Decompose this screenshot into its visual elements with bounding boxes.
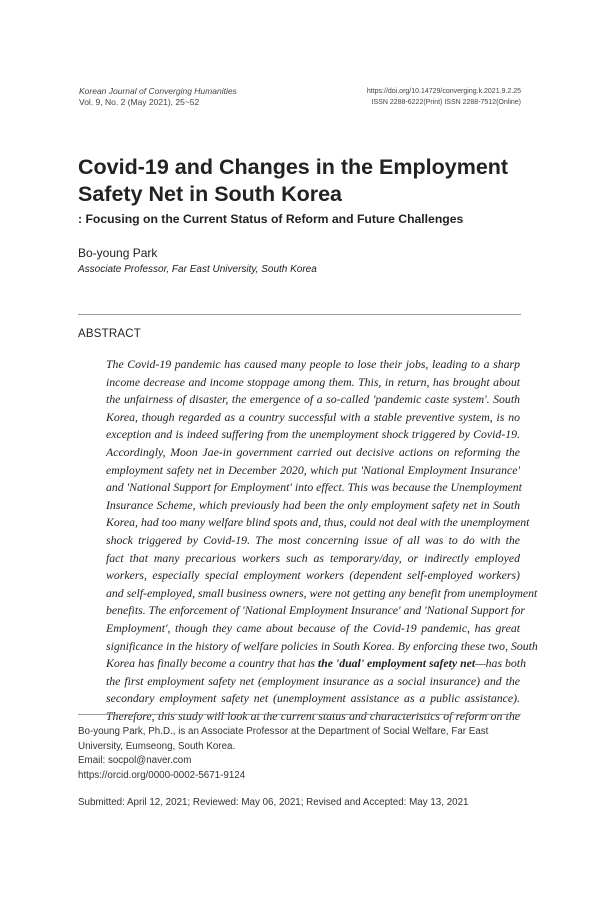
- abstract-line: Korea, had too many welfare blind spots and, thus, could not deal with the unemployment: [106, 515, 530, 530]
- abstract-body: [106, 356, 538, 725]
- abstract-line: Korea, though regarded as a country successful with a stable preventive system, is no: [106, 409, 520, 424]
- author-name: Bo-young Park: [78, 246, 158, 260]
- paper-title: [78, 154, 528, 208]
- abstract-heading: ABSTRACT: [78, 328, 141, 340]
- abstract-line: Therefore, this study will look at the current status and characteristics of reform on the: [106, 708, 520, 723]
- author-affiliation: Associate Professor, Far East University, South Korea: [78, 264, 317, 275]
- doi-link[interactable]: https://doi.org/10.14729/converging.k.2021.9.2.25: [366, 88, 521, 95]
- abstract-line: the unfairness of disaster, the emergence of a so-called 'pandemic caste system'. South: [106, 392, 520, 407]
- author-email[interactable]: Email: socpol@naver.com: [78, 755, 192, 766]
- journal-header: [79, 86, 237, 108]
- abstract-line: workers, especially special employment workers (dependent self-employed workers): [106, 568, 520, 583]
- abstract-line: The Covid-19 pandemic has caused many people to lose their jobs, leading to a sharp: [106, 357, 520, 371]
- issn-info: ISSN 2288-6222(Print) ISSN 2288-7512(Online): [371, 99, 521, 106]
- abstract-line: secondary employment safety net (unemployment assistance as a public assistance).: [106, 691, 520, 706]
- author-footnote: [78, 725, 521, 783]
- abstract-line: the first employment safety net (employment insurance as a social insurance) and the: [106, 673, 520, 688]
- abstract-text: —has both: [475, 656, 526, 671]
- abstract-line: employment safety net in December 2020, which put 'National Employment Insurance': [106, 462, 520, 477]
- title-line-2: Safety Net in South Korea: [78, 182, 343, 206]
- divider-footnote: [78, 714, 521, 715]
- abstract-line: significance in the history of welfare policies in South Korea. By enforcing these two, South: [106, 638, 538, 653]
- divider-top: [78, 314, 521, 315]
- abstract-line: benefits. The enforcement of 'National Employment Insurance' and 'National Support for: [106, 603, 525, 618]
- footnote-line: University, Eumseong, South Korea.: [78, 740, 236, 752]
- abstract-line: Employment', though they came about because of the Covid-19 pandemic, has great: [106, 620, 520, 635]
- identifier-header: [367, 86, 521, 108]
- abstract-line: Insurance Scheme, which previously had been the only employment safety net in South: [106, 497, 520, 512]
- volume-info: Vol. 9, No. 2 (May 2021), 25~52: [79, 97, 200, 107]
- abstract-line: shock triggered by Covid-19. The most concerning issue of all was to do with the: [106, 532, 520, 547]
- abstract-line: and self-employed, small business owners, were not getting any benefit from unemployment: [106, 585, 538, 600]
- abstract-line: and 'National Support for Employment' into effect. This was because the Unemployment: [106, 480, 522, 495]
- abstract-line-emphasis: [106, 655, 526, 673]
- abstract-line: Accordingly, Moon Jae-in government carried out decisive actions on reforming the: [106, 444, 520, 459]
- submission-dates: Submitted: April 12, 2021; Reviewed: May 06, 2021; Revised and Accepted: May 13, 2021: [78, 797, 469, 808]
- abstract-line: exception and is indeed suffering from the unemployment shock triggered by Covid-19.: [106, 427, 520, 442]
- title-line-1: Covid-19 and Changes in the Employment: [78, 155, 509, 179]
- orcid-link[interactable]: https://orcid.org/0000-0002-5671-9124: [78, 769, 246, 781]
- journal-name: Korean Journal of Converging Humanities: [79, 86, 237, 96]
- abstract-line: income decrease and income stoppage among them. This, in return, has brought about: [106, 374, 520, 389]
- dual-safety-net-emphasis: the 'dual' employment safety net: [317, 656, 476, 671]
- abstract-line: fact that many precarious workers such as temporary/day, or indirectly employed: [106, 550, 520, 565]
- abstract-text: Korea has finally become a country that has: [106, 656, 318, 671]
- paper-subtitle: : Focusing on the Current Status of Reform and Future Challenges: [78, 212, 464, 226]
- footnote-line: Bo-young Park, Ph.D., is an Associate Professor at the Department of Social Welfare, Far East: [78, 726, 489, 737]
